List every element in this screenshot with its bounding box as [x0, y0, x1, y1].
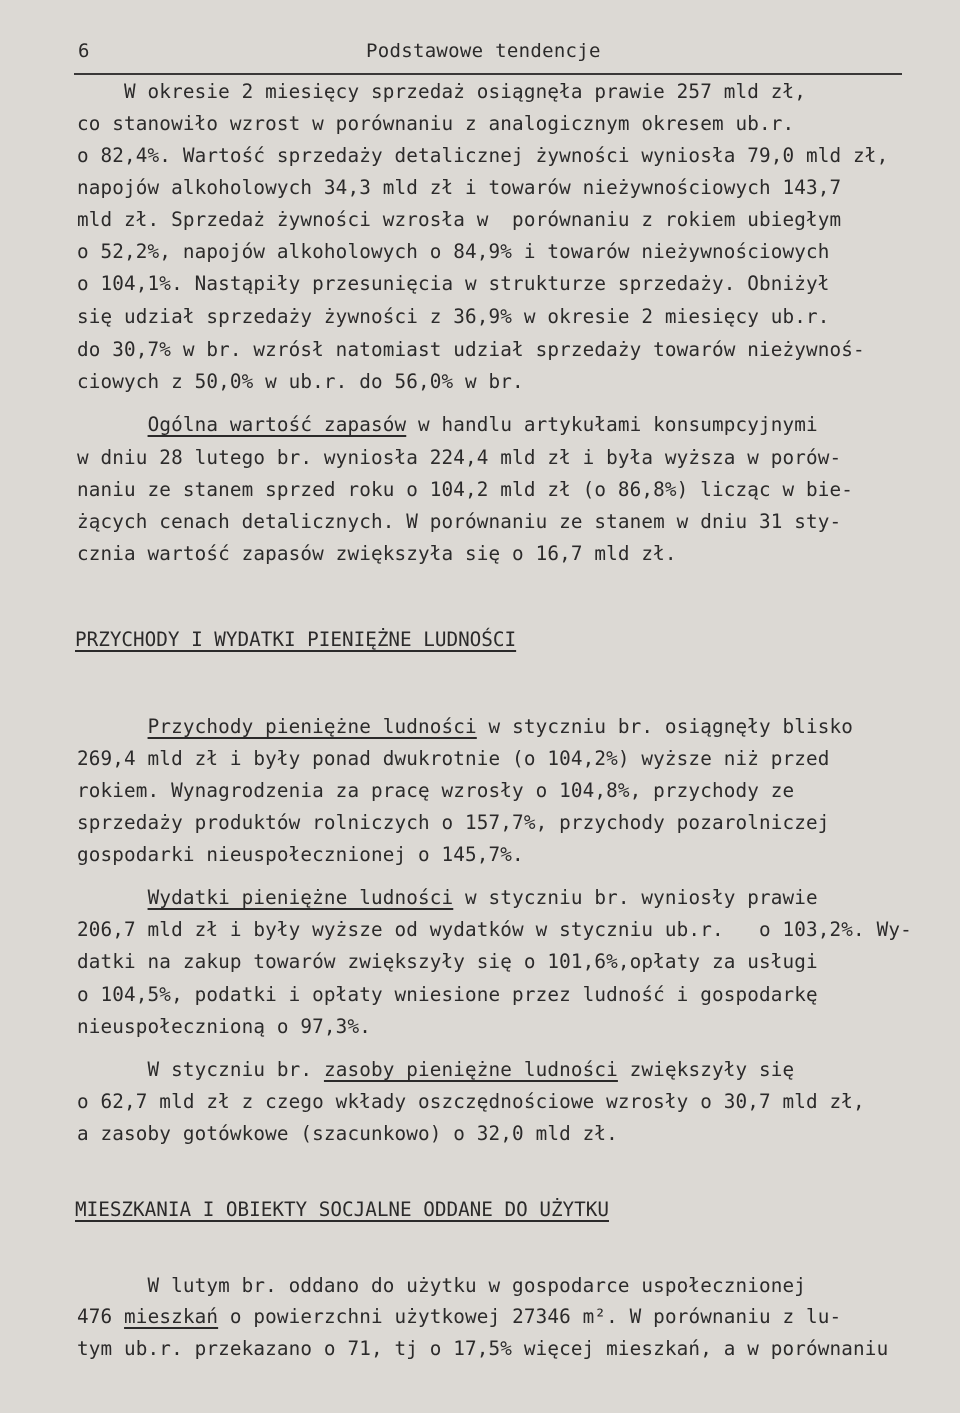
- para-income-line-1: [77, 715, 853, 739]
- para-sales-line-10: ciowych z 50,0% w ub.r. do 56,0% w br.: [77, 370, 524, 393]
- underlined-term: zasoby pieniężne ludności: [323, 1058, 618, 1081]
- indent: [77, 413, 148, 436]
- para-sales-line-2: co stanowiło wzrost w porównaniu z analogicznym okresem ub.r.: [77, 112, 795, 135]
- line-text: w styczniu br. wyniosły prawie: [453, 886, 818, 909]
- para-sales-line-3: o 82,4%. Wartość sprzedaży detalicznej żywności wyniosła 79,0 mld zł,: [77, 144, 889, 167]
- para-income-line-3: rokiem. Wynagrodzenia za pracę wzrosły o 104,8%, przychody ze: [77, 779, 795, 802]
- line-text: w styczniu br. osiągnęły blisko: [476, 715, 854, 738]
- para-income-line-2: 269,4 mld zł i były ponad dwukrotnie (o 104,2%) wyższe niż przed: [77, 747, 830, 770]
- indent: [77, 886, 148, 909]
- line-text: w handlu artykułami konsumpcyjnymi: [406, 413, 818, 436]
- line-text: 476: [77, 1305, 125, 1328]
- para-housing-line-1: W lutym br. oddano do użytku w gospodarce uspołecznionej: [77, 1274, 807, 1297]
- underlined-term: mieszkań: [124, 1305, 219, 1328]
- para-resources-line-2: o 62,7 mld zł z czego wkłady oszczędnościowe wzrosły o 30,7 mld zł,: [77, 1090, 865, 1113]
- para-expenses-line-3: datki na zakup towarów zwiększyły się o 101,6%,opłaty za usługi: [77, 950, 818, 973]
- para-sales-line-9: do 30,7% w br. wzrósł natomiast udział sprzedaży towarów nieżywnoś-: [77, 338, 865, 361]
- para-expenses-line-4: o 104,5%, podatki i opłaty wniesione przez ludność i gospodarkę: [77, 983, 818, 1006]
- para-expenses-line-5: nieuspołecznioną o 97,3%.: [77, 1015, 371, 1038]
- para-expenses-line-2: 206,7 mld zł i były wyższe od wydatków w styczniu ub.r. o 103,2%. Wy-: [77, 918, 912, 941]
- para-expenses-line-1: [77, 886, 818, 910]
- line-text: zwiększyły się: [617, 1058, 795, 1081]
- para-resources-line-3: a zasoby gotówkowe (szacunkowo) o 32,0 mld zł.: [77, 1122, 618, 1145]
- page-number: 6: [78, 40, 90, 62]
- line-text: W styczniu br.: [77, 1058, 324, 1081]
- line-text: o powierzchni użytkowej 27346 m². W porównaniu z lu-: [218, 1305, 842, 1328]
- para-sales-line-7: o 104,1%. Nastąpiły przesunięcia w strukturze sprzedaży. Obniżył: [77, 272, 830, 295]
- underlined-term: Przychody pieniężne ludności: [147, 715, 477, 738]
- underlined-term: Ogólna wartość zapasów: [147, 413, 407, 436]
- section-heading-housing: MIESZKANIA I OBIEKTY SOCJALNE ODDANE DO UŻYTKU: [75, 1198, 609, 1221]
- para-sales-line-5: mld zł. Sprzedaż żywności wzrosła w porównaniu z rokiem ubiegłym: [77, 208, 842, 231]
- para-income-line-5: gospodarki nieuspołecznionej o 145,7%.: [77, 843, 524, 866]
- para-income-line-4: sprzedaży produktów rolniczych o 157,7%, przychody pozarolniczej: [77, 811, 830, 834]
- para-housing-line-3: tym ub.r. przekazano o 71, tj o 17,5% więcej mieszkań, a w porównaniu: [77, 1337, 889, 1360]
- header-rule: [74, 73, 902, 75]
- para-resources-line-1: [77, 1058, 794, 1082]
- para-housing-line-2: [77, 1305, 841, 1329]
- underlined-term: Wydatki pieniężne ludności: [147, 886, 454, 909]
- para-inventory-line-2: w dniu 28 lutego br. wyniosła 224,4 mld zł i była wyższa w porów-: [77, 446, 842, 469]
- para-sales-line-1: W okresie 2 miesięcy sprzedaż osiągnęła prawie 257 mld zł,: [77, 80, 807, 103]
- para-sales-line-8: się udział sprzedaży żywności z 36,9% w okresie 2 miesięcy ub.r.: [77, 305, 830, 328]
- para-inventory-line-4: żących cenach detalicznych. W porównaniu ze stanem w dniu 31 sty-: [77, 510, 842, 533]
- para-inventory-line-5: cznia wartość zapasów zwiększyła się o 16,7 mld zł.: [77, 542, 677, 565]
- section-heading-income-expenses: PRZYCHODY I WYDATKI PIENIĘŻNE LUDNOŚCI: [75, 628, 517, 651]
- para-sales-line-4: napojów alkoholowych 34,3 mld zł i towarów nieżywnościowych 143,7: [77, 176, 842, 199]
- para-inventory-line-3: naniu ze stanem sprzed roku o 104,2 mld zł (o 86,8%) licząc w bie-: [77, 478, 854, 501]
- running-header-title: Podstawowe tendencje: [366, 40, 601, 62]
- indent: [77, 715, 148, 738]
- para-inventory-line-1: [77, 413, 818, 437]
- para-sales-line-6: o 52,2%, napojów alkoholowych o 84,9% i towarów nieżywnościowych: [77, 240, 830, 263]
